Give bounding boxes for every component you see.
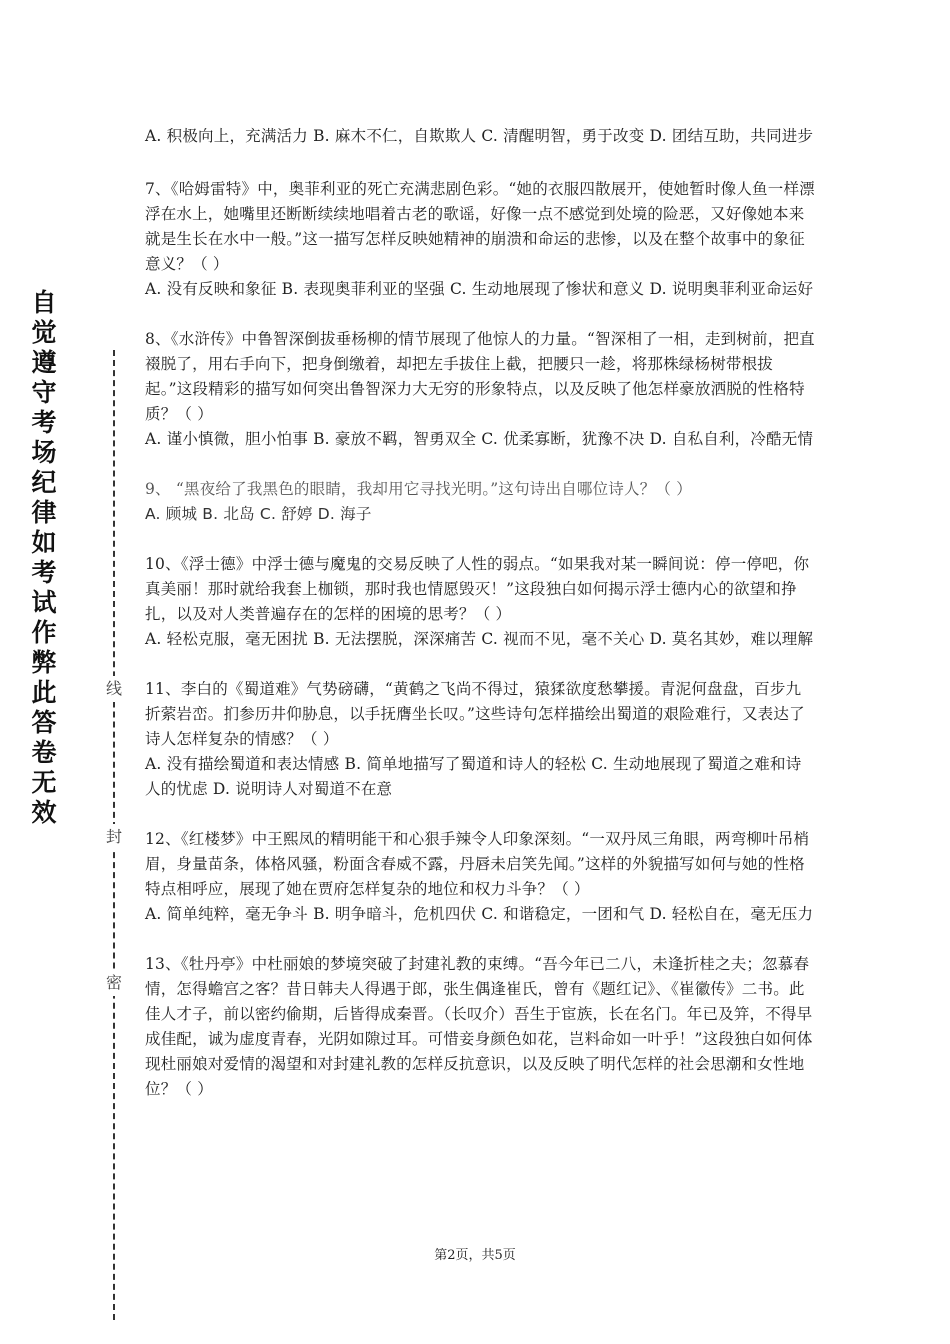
question-stem: 7、《哈姆雷特》中，奥菲利亚的死亡充满悲剧色彩。“她的衣服四散展开，使她暂时像人鱼一样漂浮在水上，她嘴里还断断续续地唱着古老的歌谣，好像一点不感觉到处境的险恶，又好像她本来就是生长在水中一般。”这一描写怎样反映她精神的崩溃和命运的悲惨，以及在整个故事中的象征意义？（ ） bbox=[145, 180, 815, 273]
question-stem: 10、《浮士德》中浮士德与魔鬼的交易反映了人性的弱点。“如果我对某一瞬间说：停一停吧，你真美丽！那时就给我套上枷锁，那时我也情愿毁灭！”这段独白如何揭示浮士德内心的欲望和挣扎，以及对人类普遍存在的怎样的困境的思考？（ ） bbox=[145, 555, 810, 623]
question-options: A. 顾城 B. 北岛 C. 舒婷 D. 海子 bbox=[145, 505, 372, 523]
question-12 bbox=[145, 827, 815, 927]
question-options: A. 谨小慎微，胆小怕事 B. 豪放不羁，智勇双全 C. 优柔寡断，犹豫不决 D. 自私自利，冷酷无情 bbox=[145, 430, 814, 448]
question-13 bbox=[145, 952, 815, 1102]
exam-discipline-warning: 自觉遵守考场纪律如考试作弊此答卷无效 bbox=[31, 288, 57, 827]
binding-label-mi: 密 bbox=[100, 970, 128, 996]
binding-label-feng: 封 bbox=[100, 824, 128, 850]
question-stem: 13、《牡丹亭》中杜丽娘的梦境突破了封建礼教的束缚。“吾今年已二八，未逢折桂之夫；忽慕春情，怎得蟾宫之客？昔日韩夫人得遇于郎，张生偶逢崔氏，曾有《题红记》、《崔徽传》二书。此佳人才子，前以密约偷期，后皆得成秦晋。（长叹介）吾生于宦族，长在名门。年已及笄，不得早成佳配，诚为虚度青春，光阴如隙过耳。可惜妾身颜色如花，岂料命如一叶乎！”这段独白如何体现杜丽娘对爱情的渴望和对封建礼教的怎样反抗意识，以及反映了明代怎样的社会思潮和女性地位？（ ） bbox=[145, 955, 813, 1098]
question-stem: 11、李白的《蜀道难》气势磅礴，“黄鹤之飞尚不得过，猿猱欲度愁攀援。青泥何盘盘，百步九折萦岩峦。扪参历井仰胁息，以手抚膺坐长叹。”这些诗句怎样描绘出蜀道的艰险难行，又表达了诗人怎样复杂的情感？（ ） bbox=[145, 680, 805, 748]
question-11 bbox=[145, 677, 815, 802]
question-options: A. 积极向上，充满活力 B. 麻木不仁，自欺欺人 C. 清醒明智，勇于改变 D. 团结互助，共同进步 bbox=[145, 127, 814, 145]
question-list bbox=[145, 124, 815, 1127]
question-7 bbox=[145, 177, 815, 302]
binding-label-xian: 线 bbox=[100, 676, 128, 702]
question-6-options-block bbox=[145, 124, 815, 149]
page-number: 第2页，共5页 bbox=[434, 1248, 516, 1263]
question-10 bbox=[145, 552, 815, 652]
question-options: A. 没有反映和象征 B. 表现奥菲利亚的坚强 C. 生动地展现了惨状和意义 D. 说明奥菲利亚命运好 bbox=[145, 280, 814, 298]
question-8 bbox=[145, 327, 815, 452]
question-9 bbox=[145, 477, 815, 527]
question-stem: 8、《水浒传》中鲁智深倒拔垂杨柳的情节展现了他惊人的力量。“智深相了一相，走到树前，把直裰脱了，用右手向下，把身倒缴着，却把左手拔住上截，把腰只一趁，将那株绿杨树带根拔起。”这段精彩的描写如何突出鲁智深力大无穷的形象特点，以及反映了他怎样豪放洒脱的性格特质？（ ） bbox=[145, 330, 815, 423]
question-stem: 12、《红楼梦》中王熙凤的精明能干和心狠手辣令人印象深刻。“一双丹凤三角眼，两弯柳叶吊梢眉，身量苗条，体格风骚，粉面含春威不露，丹唇未启笑先闻。”这样的外貌描写如何与她的性格特点相呼应，展现了她在贾府怎样复杂的地位和权力斗争？（ ） bbox=[145, 830, 810, 898]
question-options: A. 简单纯粹，毫无争斗 B. 明争暗斗，危机四伏 C. 和谐稳定，一团和气 D. 轻松自在，毫无压力 bbox=[145, 905, 814, 923]
question-options: A. 轻松克服，毫无困扰 B. 无法摆脱，深深痛苦 C. 视而不见，毫不关心 D. 莫名其妙，难以理解 bbox=[145, 630, 814, 648]
question-stem: 9、 “黑夜给了我黑色的眼睛，我却用它寻找光明。”这句诗出自哪位诗人？（ ） bbox=[145, 480, 692, 498]
question-options: A. 没有描绘蜀道和表达情感 B. 简单地描写了蜀道和诗人的轻松 C. 生动地展现了蜀道之难和诗人的忧虑 D. 说明诗人对蜀道不在意 bbox=[145, 755, 802, 798]
